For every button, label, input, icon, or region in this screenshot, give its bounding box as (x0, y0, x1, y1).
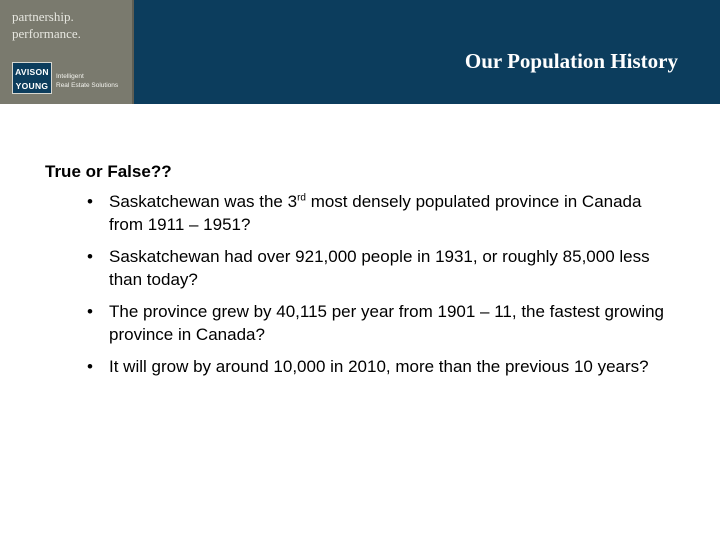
tagline-line1: partnership. (12, 9, 74, 24)
logo-line2: YOUNG (15, 81, 49, 91)
bullet-text: The province grew by 40,115 per year from 1901 – 11, the fastest growing province in Canada? (109, 302, 665, 344)
avison-young-logo (12, 62, 52, 94)
logo-tagline (56, 72, 118, 90)
bullet-marker: • (87, 192, 93, 211)
slide-title: Our Population History (464, 49, 678, 73)
bullet-text: It will grow by around 10,000 in 2010, more than the previous 10 years? (109, 357, 649, 376)
logo-line1: AVISON (15, 67, 49, 77)
slide-header (0, 0, 720, 104)
tagline (12, 8, 81, 42)
bullet-superscript: rd (297, 192, 306, 204)
list-item (45, 245, 675, 291)
bullet-list (45, 190, 675, 378)
bullet-text-post: most densely populated province in Canada from 1911 – 1951? (109, 192, 642, 234)
bullet-marker: • (87, 357, 93, 376)
content-heading: True or False?? (45, 162, 172, 181)
tagline-line2: performance. (12, 26, 81, 41)
logo-tag-line2: Real Estate Solutions (56, 82, 119, 89)
slide-content (45, 162, 675, 387)
list-item (45, 190, 675, 236)
bullet-marker: • (87, 302, 93, 321)
bullet-text: Saskatchewan had over 921,000 people in 1931, or roughly 85,000 less than today? (109, 247, 650, 289)
bullet-marker: • (87, 247, 93, 266)
logo-tag-line1: Intelligent (56, 73, 84, 80)
list-item (45, 355, 675, 378)
list-item (45, 300, 675, 346)
bullet-text-pre: Saskatchewan was the 3 (109, 192, 298, 211)
brand-panel (0, 0, 134, 104)
